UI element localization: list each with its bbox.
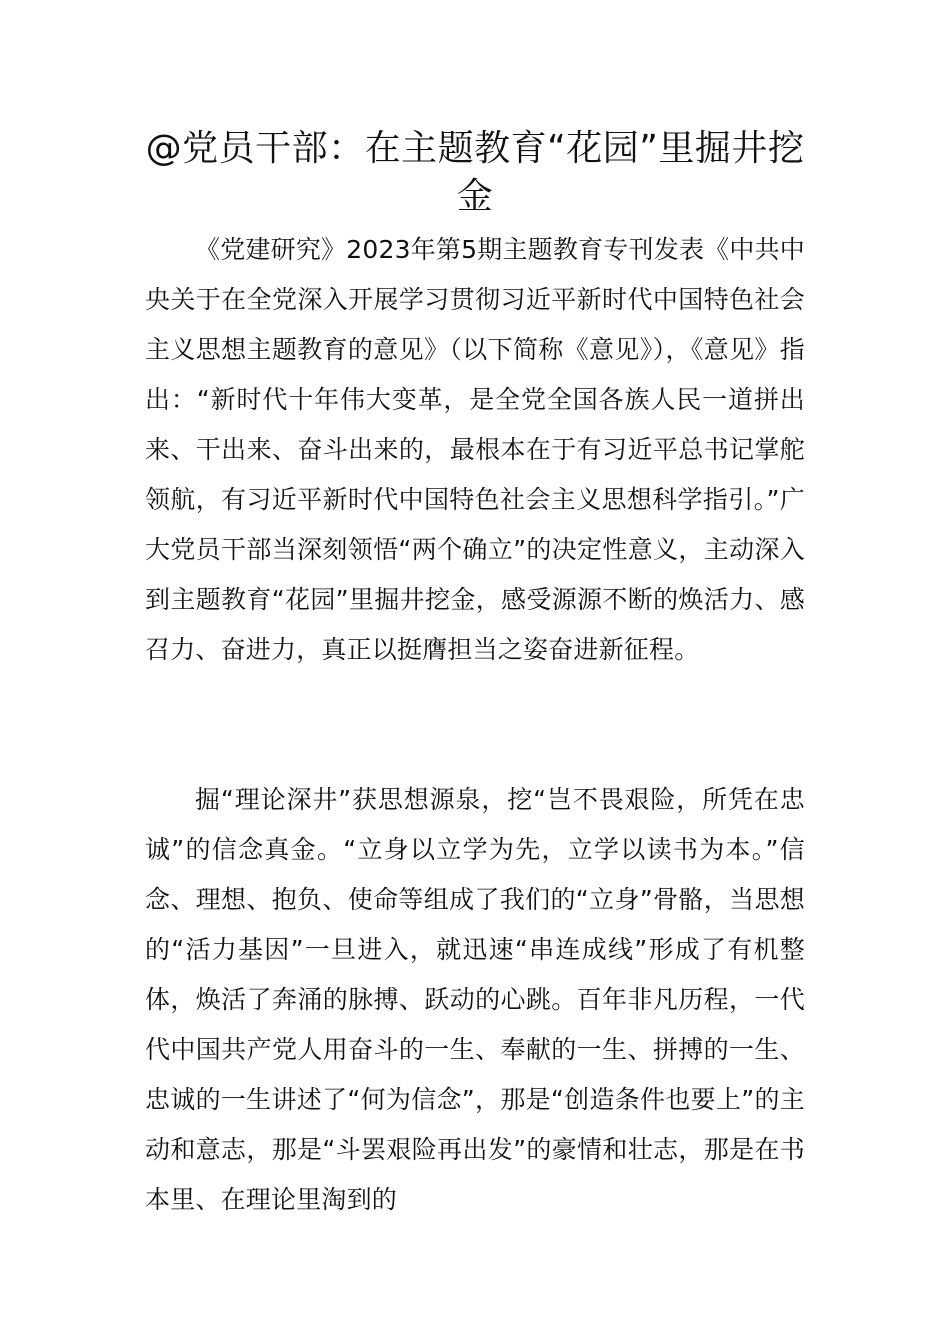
- document-title: @党员干部：在主题教育“花园”里掘井挖金: [145, 128, 805, 217]
- paragraph-1: 《党建研究》2023年第5期主题教育专刊发表《中共中央关于在全党深入开展学习贯彻习近平新时代中国特色社会主义思想主题教育的意见》（以下简称《意见》），《意见》指出：“新时代十年伟大变革，是全党全国各族人民一道拼出来、干出来、奋斗出来的，最根本在于有习近平总书记掌舵领航，有习近平新时代中国特色社会主义思想科学指引。”广大党员干部当深刻领悟“两个确立”的决定性意义，主动深入到主题教育“花园”里掘井挖金，感受源源不断的焕活力、感召力、奋进力，真正以挺膺担当之姿奋进新征程。: [145, 235, 805, 664]
- paragraph-2: 掘“理论深井”获思想源泉，挖“岂不畏艰险，所凭在忠诚”的信念真金。“立身以立学为先，立学以读书为本。”信念、理想、抱负、使命等组成了我们的“立身”骨骼，当思想的“活力基因”一旦进入，就迅速“串连成线”形成了有机整体，焕活了奔涌的脉搏、跃动的心跳。百年非凡历程，一代代中国共产党人用奋斗的一生、奉献的一生、拼搏的一生、忠诚的一生讲述了“何为信念”，那是“创造条件也要上”的主动和意志，那是“斗罢艰险再出发”的豪情和壮志，那是在书本里、在理论里淘到的: [145, 785, 805, 1214]
